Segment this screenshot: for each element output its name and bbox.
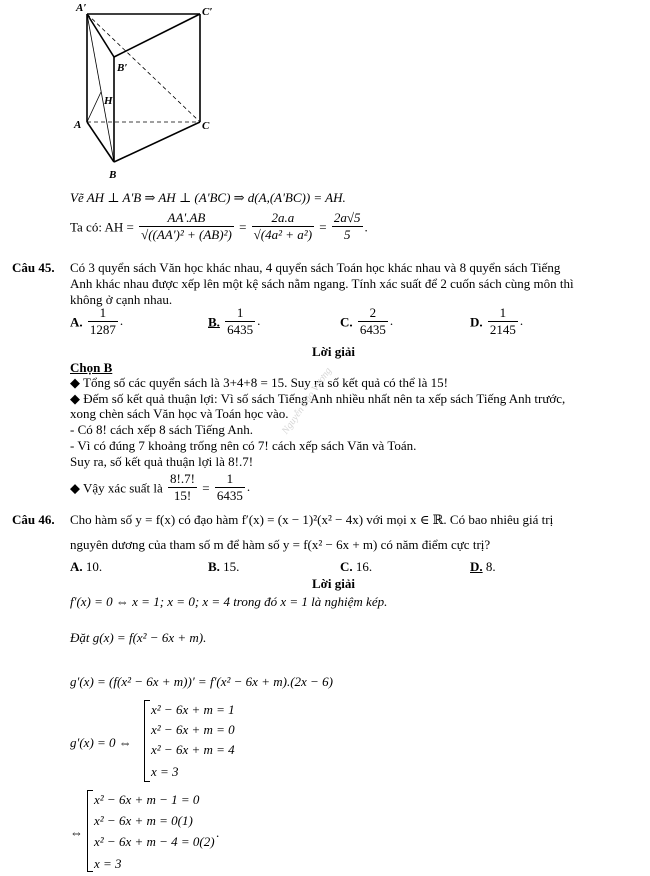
- q46-option-c[interactable]: C. 16.: [340, 559, 373, 574]
- f3-den: 5: [343, 226, 351, 242]
- sys2-eq1: x² − 6x + m − 1 = 0: [94, 792, 200, 807]
- q45-text1: Có 3 quyển sách Văn học khác nhau, 4 quyển sách Toán học khác nhau và 8 quyển sách Tiếng: [70, 260, 561, 275]
- q45-s5: - Vì có đúng 7 khoảng trống nên có 7! cách xếp sách Văn và Toán.: [70, 438, 417, 453]
- q45-s7: ◆ Vậy xác suất là $\frac{8!.7!}{15!}$ = $\frac{1}{6435}$ .: [70, 471, 251, 503]
- label-h: H: [104, 95, 113, 107]
- q45-s4: - Có 8! cách xếp 8 sách Tiếng Anh.: [70, 422, 254, 437]
- sys2-eq4: x = 3: [94, 856, 122, 871]
- q45-s3: xong chèn sách Văn học và Toán học vào.: [70, 406, 289, 421]
- f1-den: √((AA')² + (AB)²): [141, 226, 232, 242]
- f1-num: AA'.AB: [139, 211, 234, 227]
- watermark: Nguyễn Bảo Vương: [280, 365, 335, 437]
- sys1-eq3: x² − 6x + m = 4: [151, 742, 235, 757]
- q46-option-d[interactable]: D. 8.: [470, 559, 496, 574]
- q46-option-a[interactable]: A. 10.: [70, 559, 103, 574]
- label-a-prime: A′: [76, 2, 87, 14]
- q46-label: Câu 46.: [12, 512, 55, 527]
- q45-text2: Anh khác nhau được xếp lên một kệ sách nằm ngang. Tính xác suất để 2 cuốn sách cùng môn thì: [70, 276, 574, 291]
- q45-label: Câu 45.: [12, 260, 55, 275]
- q45-s1: ◆ Tổng số các quyển sách là 3+4+8 = 15. Suy ra số kết quả có thể là 15!: [70, 375, 448, 390]
- f2-num: 2a.a: [252, 211, 314, 227]
- label-c: C: [202, 120, 210, 132]
- q46-l4-prefix: g′(x) = 0 ⇔: [70, 735, 132, 750]
- q45-option-c[interactable]: C. $\frac{2}{6435}$ .: [340, 305, 394, 337]
- q46-l5-prefix: ⇔: [70, 825, 83, 840]
- q45-option-b[interactable]: B. $\frac{1}{6435}$ .: [208, 305, 261, 337]
- q45-s2: ◆ Đếm số kết quả thuận lợi: Vì số sách Tiếng Anh nhiều nhất nên ta xếp sách Tiếng Anh trước,: [70, 391, 566, 406]
- solution44-line2: Ta có: AH = $\frac{AA'.AB}{\text{√((AA')² + (AB)²)}}$ = $\frac{2a.a}{\text{√(4a² + a²)}}$ = $\frac{2a√5}{5}$ .: [70, 210, 368, 242]
- f3-num: 2a√5: [333, 210, 361, 225]
- q46-l2: Đặt g(x) = f(x² − 6x + m).: [70, 630, 207, 645]
- q46-option-b[interactable]: B. 15.: [208, 559, 240, 574]
- q46-text1: Cho hàm số y = f(x) có đạo hàm f′(x) = (x − 1)²(x² − 4x) với mọi x ∈ ℝ. Có bao nhiêu giá trị: [70, 512, 554, 527]
- sys2-eq2: x² − 6x + m = 0(1): [94, 813, 193, 828]
- q45-option-a[interactable]: A. $\frac{1}{1287}$ .: [70, 305, 124, 337]
- sys1-eq4: x = 3: [151, 764, 179, 779]
- label-c-prime: C′: [202, 6, 213, 18]
- q45-choice: Chọn B: [70, 360, 113, 375]
- sys2-eq3: x² − 6x + m − 4 = 0(2): [94, 834, 215, 849]
- q46-text2: nguyên dương của tham số m để hàm số y = f(x² − 6x + m) có năm điểm cực trị?: [70, 537, 491, 552]
- label-b-prime: B′: [117, 62, 128, 74]
- solution44-line1: Vẽ AH ⊥ A'B ⇒ AH ⊥ (A'BC) ⇒ d(A,(A'BC)) = AH.: [70, 190, 346, 205]
- q45-text3: không ở cạnh nhau.: [70, 292, 173, 307]
- f2-den: √(4a² + a²): [253, 226, 313, 242]
- q45-option-d[interactable]: D. $\frac{1}{2145}$ .: [470, 305, 524, 337]
- solution44-prefix: Ta có: AH =: [70, 219, 134, 235]
- system2-bracket: [87, 790, 88, 872]
- q45-solution-title: Lời giải: [312, 344, 355, 359]
- sys1-eq1: x² − 6x + m = 1: [151, 702, 235, 717]
- system1-bracket: [144, 700, 145, 782]
- q46-l3: g′(x) = (f(x² − 6x + m))′ = f′(x² − 6x + m).(2x − 6): [70, 674, 333, 689]
- sys1-eq2: x² − 6x + m = 0: [151, 722, 235, 737]
- label-b: B: [109, 169, 117, 181]
- q45-s6: Suy ra, số kết quả thuận lợi là 8!.7!: [70, 454, 254, 469]
- prism-figure: [70, 0, 230, 185]
- q46-l1: f′(x) = 0 ⇔ x = 1; x = 0; x = 4 trong đó x = 1 là nghiệm kép.: [70, 594, 388, 609]
- q46-solution-title: Lời giải: [312, 576, 355, 591]
- label-a: A: [74, 119, 82, 131]
